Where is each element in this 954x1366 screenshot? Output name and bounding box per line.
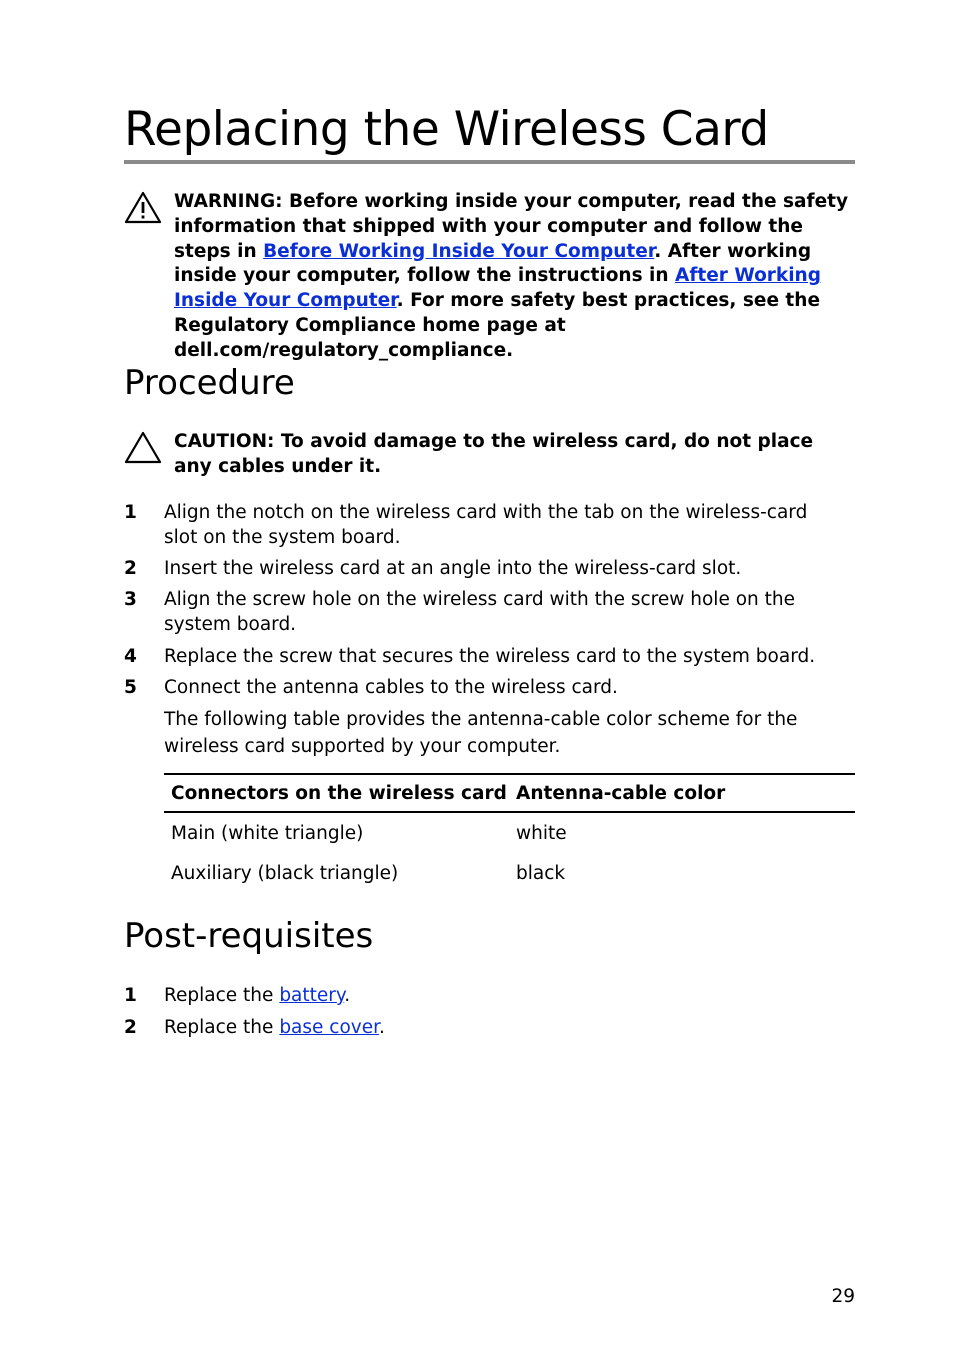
- step-text: Replace the screw that secures the wireless card to the system board.: [164, 646, 816, 667]
- column-header: Antenna-cable color: [509, 774, 855, 812]
- step-number: 1: [124, 502, 137, 523]
- table-intro: The following table provides the antenna-cable color scheme for the wireless card supported by your computer.: [164, 709, 798, 757]
- step-text: Replace the battery.: [164, 985, 351, 1006]
- antenna-color-table: [164, 773, 855, 893]
- step-number: 3: [124, 589, 137, 610]
- step-text: Insert the wireless card at an angle into the wireless-card slot.: [164, 558, 742, 579]
- step-number: 2: [124, 558, 137, 579]
- table-cell: black: [516, 862, 566, 884]
- step-number: 2: [124, 1017, 137, 1038]
- page-number: 29: [831, 1286, 855, 1307]
- caution-triangle-icon: [124, 430, 162, 464]
- column-header: Connectors on the wireless card: [164, 774, 509, 812]
- post-requisites-heading: Post-requisites: [124, 916, 374, 956]
- base-cover-link[interactable]: base cover: [279, 1017, 380, 1038]
- step-text: Align the notch on the wireless card with the tab on the wireless-card slot on the system board.: [164, 502, 808, 548]
- table-cell: white: [516, 822, 567, 844]
- warning-text: WARNING: Before working inside your computer, read the safety information that shipped with your computer and follow the steps in Before Working Inside Your Computer. After working inside your computer, follow the instructions in After Working Inside Your Computer. For more safety best practices, see the Regulatory Compliance home page at dell.com/regulatory_compliance.: [174, 191, 849, 361]
- step-text: Replace the base cover.: [164, 1017, 385, 1038]
- step-number: 4: [124, 646, 137, 667]
- before-working-link[interactable]: Before Working Inside Your Computer: [263, 240, 655, 262]
- page-title: Replacing the Wireless Card: [124, 102, 769, 157]
- table-header-row: [164, 774, 855, 812]
- table-cell: Main (white triangle): [171, 822, 364, 844]
- step-number: 5: [124, 677, 137, 698]
- after-working-link[interactable]: After Working Inside Your Computer: [174, 265, 821, 312]
- warning-triangle-icon: [124, 190, 162, 224]
- table-cell: Auxiliary (black triangle): [171, 862, 399, 884]
- step-text: Align the screw hole on the wireless card with the screw hole on the system board.: [164, 589, 795, 635]
- step-number: 1: [124, 985, 137, 1006]
- step-text: Connect the antenna cables to the wireless card.: [164, 677, 618, 698]
- table-row: [164, 853, 855, 893]
- battery-link[interactable]: battery: [279, 985, 345, 1006]
- procedure-heading: Procedure: [124, 363, 295, 403]
- table-row: [164, 812, 855, 853]
- caution-text: CAUTION: To avoid damage to the wireless card, do not place any cables under it.: [174, 431, 814, 477]
- title-rule: [124, 160, 855, 164]
